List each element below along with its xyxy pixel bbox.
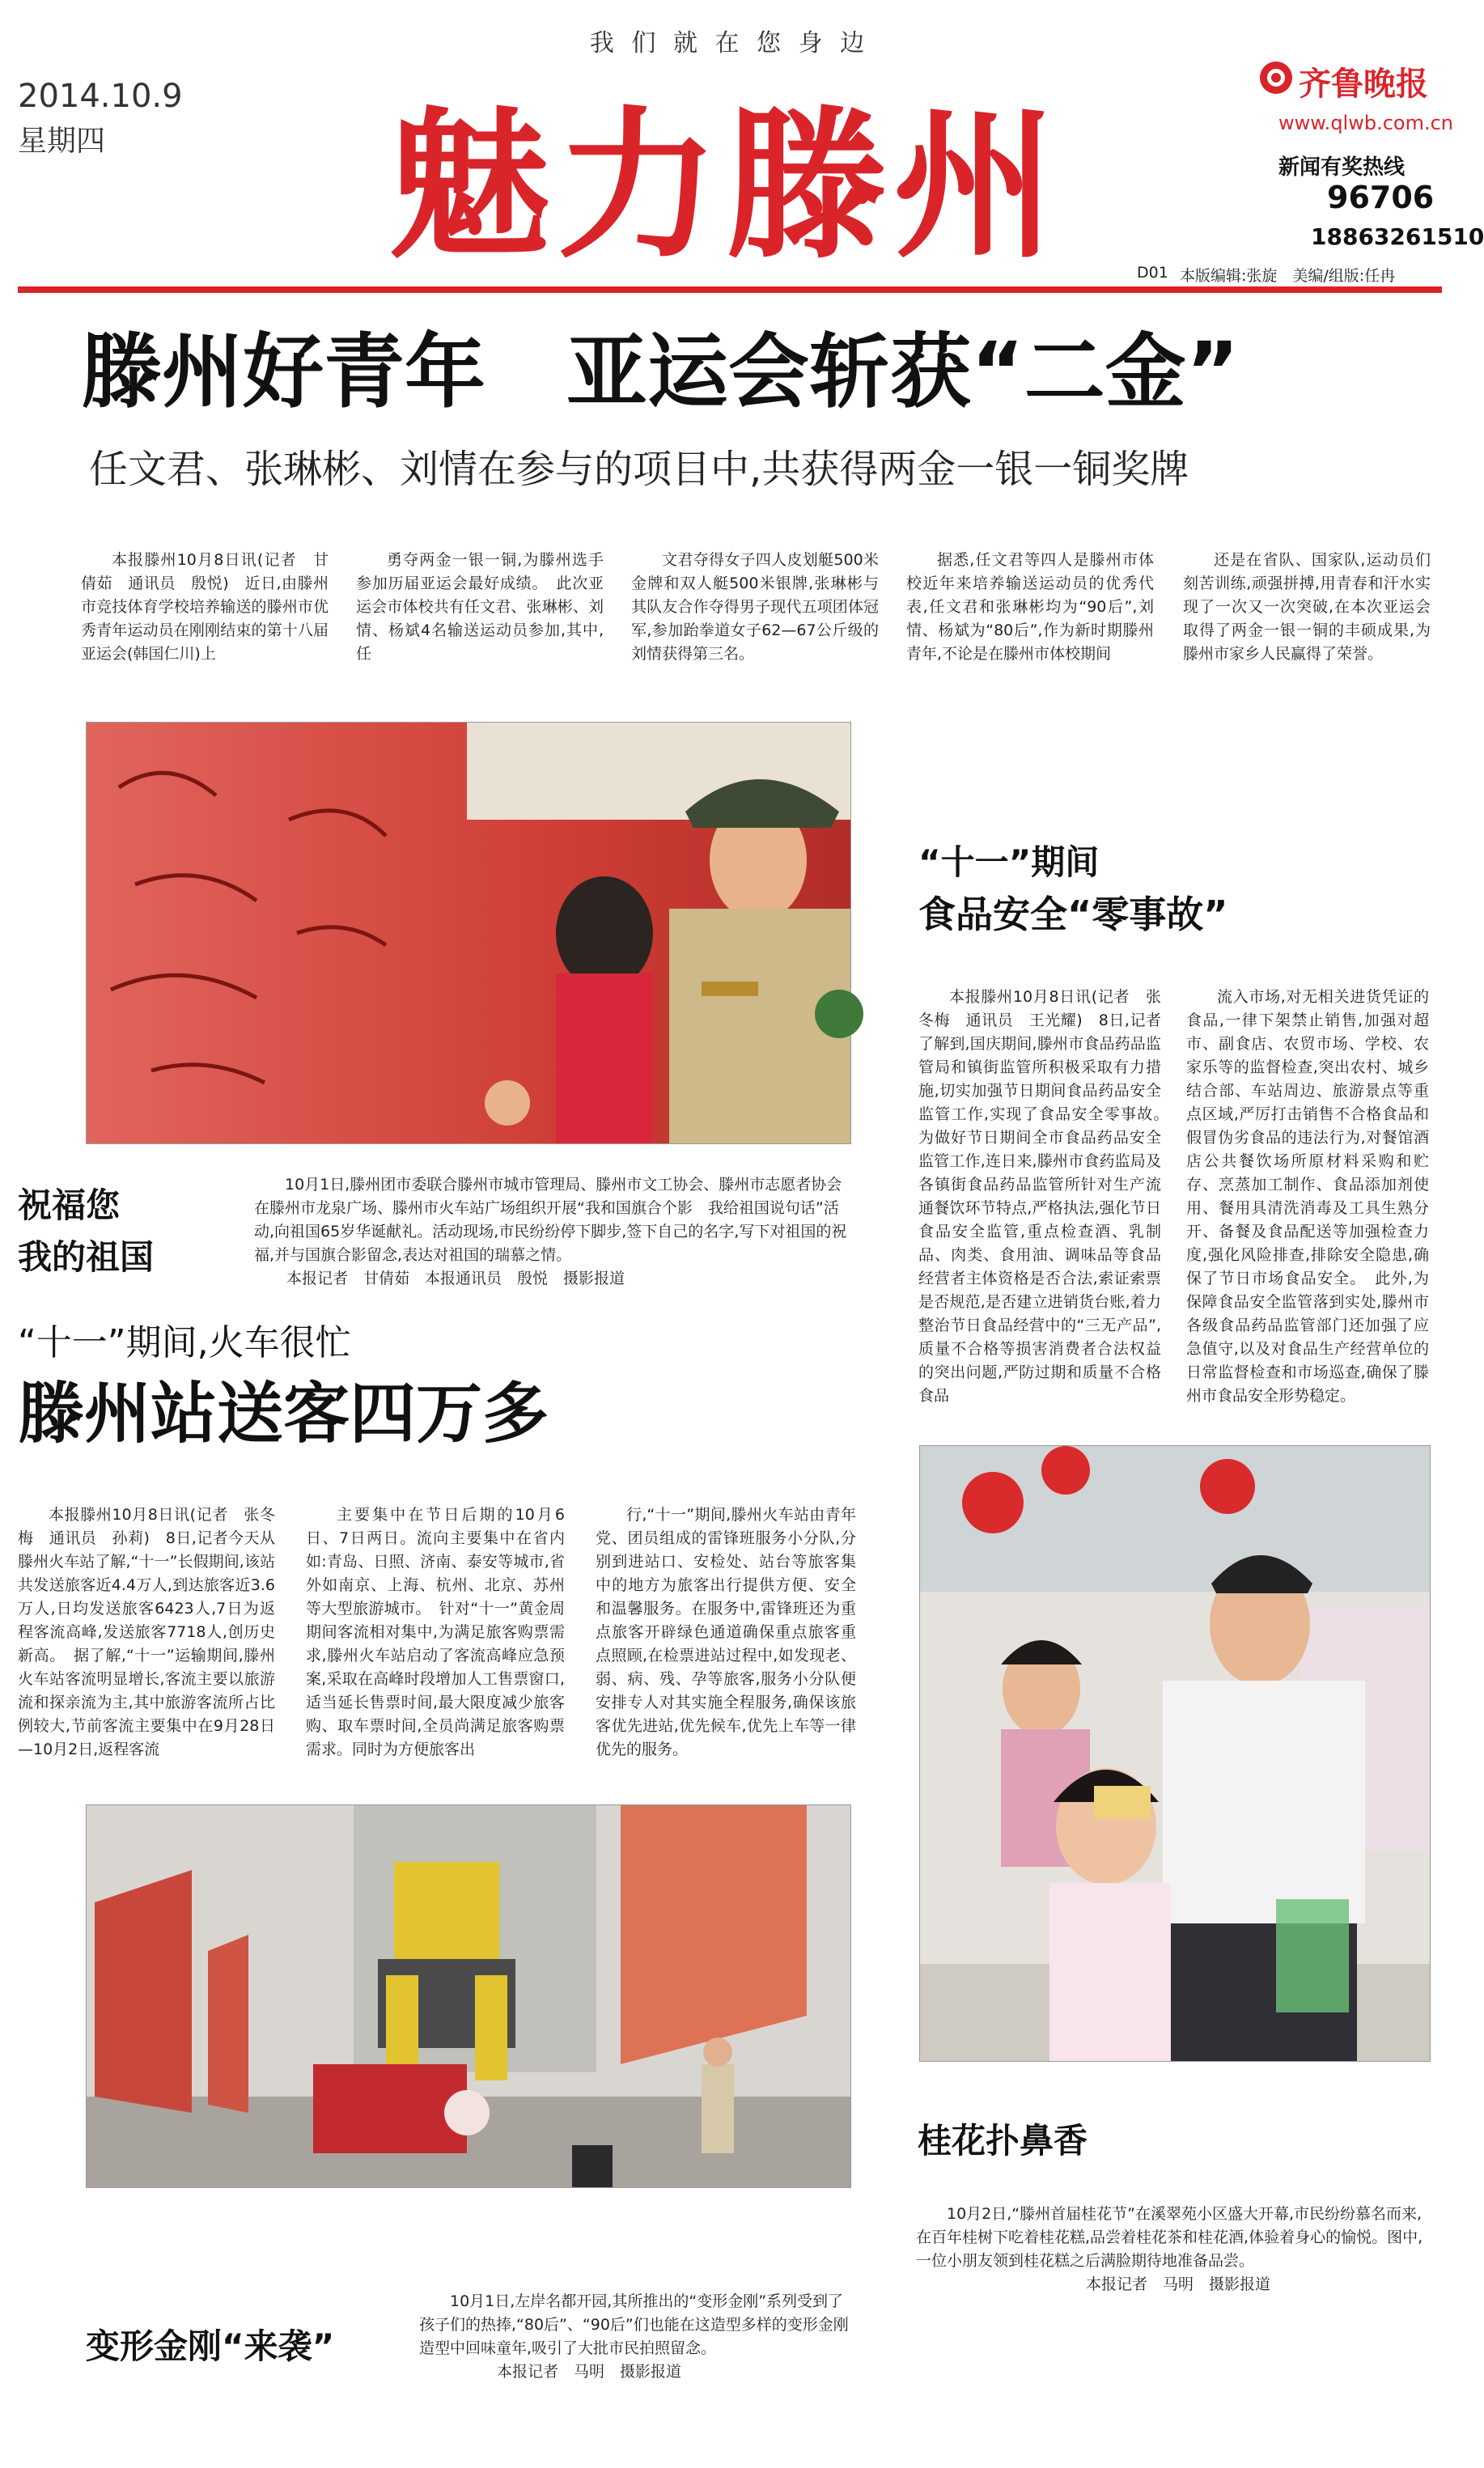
food-headline: 食品安全“零事故” bbox=[918, 893, 1228, 936]
masthead-rule bbox=[18, 286, 1442, 293]
photo1-credit: 本报记者 甘倩茹 本报通讯员 殷悦 摄影报道 bbox=[286, 1270, 625, 1287]
brand-name: 齐鲁晚报 bbox=[1299, 65, 1428, 103]
photo1-heading bbox=[18, 1180, 252, 1283]
food-kicker: “十一”期间 bbox=[918, 842, 1100, 882]
page-number: D01 bbox=[1137, 264, 1168, 282]
lead-headline: 滕州好青年 亚运会斩获“二金” bbox=[81, 324, 1240, 419]
station-column-3: 行,“十一”期间,滕州火车站由青年党、团员组成的雷锋班服务小分队,分别到进站口、安检处、站台等旅客集中的地方为旅客出行提供方便、安全和温馨服务。在服务中,雷锋班还为重点旅客开辟绿色通道确保重点旅客重点照顾,在检票进站过程中,如发现老、弱、病、残、孕等旅客,服务小分队便安排专人对其实施全程服务,确保该旅客优先进站,优先候车,优先上车等一律优先的服务。 bbox=[596, 1506, 856, 1758]
station-headline: 滕州站送客四万多 bbox=[18, 1376, 549, 1452]
photo1-heading-line1: 祝福您 bbox=[18, 1185, 121, 1225]
photo3-caption: 10月1日,左岸名都开园,其所推出的“变形金刚”系列受到了孩子们的热捧,“80后”、“90后”们也能在这造型多样的变形金刚造型中回味童年,吸引了大批市民拍照留念。 本报记者 马明 摄影报道 bbox=[419, 2290, 856, 2384]
photo-transformer bbox=[86, 1804, 851, 2188]
photo-flag-signing bbox=[86, 722, 851, 1144]
lead-column-1: 本报滕州10月8日讯(记者 甘倩茹 通讯员 殷悦) 近日,由滕州市竞技体育学校培养输送的滕州市优秀青年运动员在刚刚结束的第十八届亚运会(韩国仁川)上 bbox=[81, 551, 329, 663]
photo-osmanthus-festival bbox=[919, 1445, 1431, 2062]
photo3-credit: 本报记者 马明 摄影报道 bbox=[497, 2363, 682, 2381]
brand-logo bbox=[1258, 57, 1448, 103]
lead-column-3: 文君夺得女子四人皮划艇500米金牌和双人艇500米银牌,张琳彬与其队友合作夺得男子现代五项团体冠军,参加跆拳道女子62—67公斤级的刘情获得第三名。 bbox=[631, 551, 879, 663]
lead-column-2: 勇夺两金一银一铜,为滕州选手参加历届亚运会最好成绩。 此次亚运会市体校共有任文君、张琳彬、刘情、杨斌4名输送运动员参加,其中,任 bbox=[356, 551, 604, 663]
issue-weekday: 星期四 bbox=[18, 125, 106, 158]
station-kicker: “十一”期间,火车很忙 bbox=[18, 1322, 351, 1363]
photo1-caption: 10月1日,滕州团市委联合滕州市城市管理局、滕州市文工协会、滕州市志愿者协会在滕州市龙泉广场、滕州市火车站广场组织开展“我和国旗合个影 我给祖国说句话”活动,向祖国65岁华诞献礼。活动现场,市民纷纷停下脚步,签下自己的名字,写下对祖国的祝福,并与国旗合影留念,表达对祖国的瑞慕之情。 本报记者 甘倩茹 本报通讯员 殷悦 摄影报道 bbox=[254, 1173, 850, 1291]
photo2-credit: 本报记者 马明 摄影报道 bbox=[1086, 2275, 1271, 2293]
station-column-2: 主要集中在节日后期的10月6日、7日两日。流向主要集中在省内如:青岛、日照、济南、泰安等城市,省外如南京、上海、杭州、北京、苏州等大型旅游城市。 针对“十一”黄金周期间客流相对集中,为满足旅客购票需求,滕州火车站启动了客流高峰应急预案,采取在高峰时段增加人工售票窗口,适当延长售票时间,最大限度减少旅客购、取车票时间,全员尚满足旅客购票需求。同时为方便旅客出 bbox=[306, 1506, 565, 1758]
food-column-1: 本报滕州10月8日讯(记者 张冬梅 通讯员 王光耀) 8日,记者了解到,国庆期间,滕州市食品药品监管局和镇街监管所积极采取有力措施,切实加强节日期间食品药品安全监管工作,实现了食品安全零事故。 为做好节日期间全市食品药品安全监管工作,连日来,滕州市食药监局及各镇街食品药品监管所针对生产流通餐饮环节特点,严格执法,强化节日食品安全监管,重点检查酒、乳制品、肉类、食用油、调味品等食品经营者主体资格是否合法,索证索票是否规范,是否建立进销货台账,着力整治节日食品经营中的“三无产品”,质量不合格等损害消费者合法权益的突出问题,严防过期和质量不合格食品 bbox=[918, 988, 1177, 1405]
lead-subhead: 任文君、张琳彬、刘情在参与的项目中,共获得两金一银一铜奖牌 bbox=[89, 447, 1189, 492]
photo3-heading: 变形金刚“来袭” bbox=[86, 2326, 335, 2366]
photo2-caption: 10月2日,“滕州首届桂花节”在溪翠苑小区盛大开幕,市民纷纷慕名而来,在百年桂树下吃着桂花糕,品尝着桂花茶和桂花酒,体验着身心的愉悦。图中,一位小朋友领到桂花糕之后满脸期待地准备品尝。 本报记者 马明 摄影报道 bbox=[916, 2203, 1434, 2296]
food-column-2: 流入市场,对无相关进货凭证的食品,一律下架禁止销售,加强对超市、副食店、农贸市场、学校、农家乐等的监督检查,突出农村、城乡结合部、车站周边、旅游景点等重点区域,严厉打击销售不合格食品和假冒伪劣食品的违法行为,对餐馆酒店公共餐饮场所原材料采购和贮存、烹蒸加工制作、食品添加剂使用、餐用具清洗消毒及工具生熟分开、备餐及食品配送等加强检查力度,强化风险排查,排除安全隐患,确保了节日市场食品安全。 此外,为保障食品安全监管落到实处,滕州市各级食品药品监管部门还加强了应急值守,以及对食品生产经营单位的日常监督检查和市场巡查,确保了滕州市食品安全形势稳定。 bbox=[1186, 988, 1429, 1405]
hotline-phone: 18863261510 bbox=[1311, 223, 1484, 250]
lead-column-4: 据悉,任文君等四人是滕州市体校近年来培养输送运动员的优秀代表,任文君和张琳彬均为“90后”,刘情、杨斌为“80后”,作为新时期滕州青年,不论是在滕州市体校期间 bbox=[906, 551, 1154, 663]
photo1-heading-line2: 我的祖国 bbox=[18, 1237, 155, 1277]
website: www.qlwb.com.cn bbox=[1278, 112, 1453, 134]
photo2-heading: 桂花扑鼻香 bbox=[918, 2121, 1088, 2161]
station-column-1: 本报滕州10月8日讯(记者 张冬梅 通讯员 孙莉) 8日,记者今天从滕州火车站了解,“十一”长假期间,该站共发送旅客近4.4万人,到达旅客近3.6万人,日均发送旅客6423人,7日为返程客流高峰,发送旅客7718人,创历史新高。 据了解,“十一”运输期间,滕州火车站客流明显增长,客流主要以旅游流和探亲流为主,其中旅游客流所占比例较大,节前客流主要集中在9月28日—10月2日,返程客流 bbox=[18, 1506, 275, 1758]
hotline-short: 96706 bbox=[1327, 180, 1435, 215]
slogan: 我 们 就 在 您 身 边 bbox=[589, 29, 870, 57]
lead-column-5: 还是在省队、国家队,运动员们刻苦训练,顽强拼搏,用青春和汗水实现了一次又一次突破,在本次亚运会取得了两金一银一铜的丰硕成果,为滕州市家乡人民赢得了荣誉。 bbox=[1183, 551, 1431, 663]
editor-credit: 本版编辑:张旋 美编/组版:任冉 bbox=[1180, 267, 1396, 285]
issue-date: 2014.10.9 bbox=[18, 78, 183, 115]
page-title: 魅力滕州 bbox=[388, 91, 1062, 281]
hotline-label: 新闻有奖热线 bbox=[1278, 155, 1406, 180]
brand-mark-icon bbox=[1258, 60, 1294, 95]
